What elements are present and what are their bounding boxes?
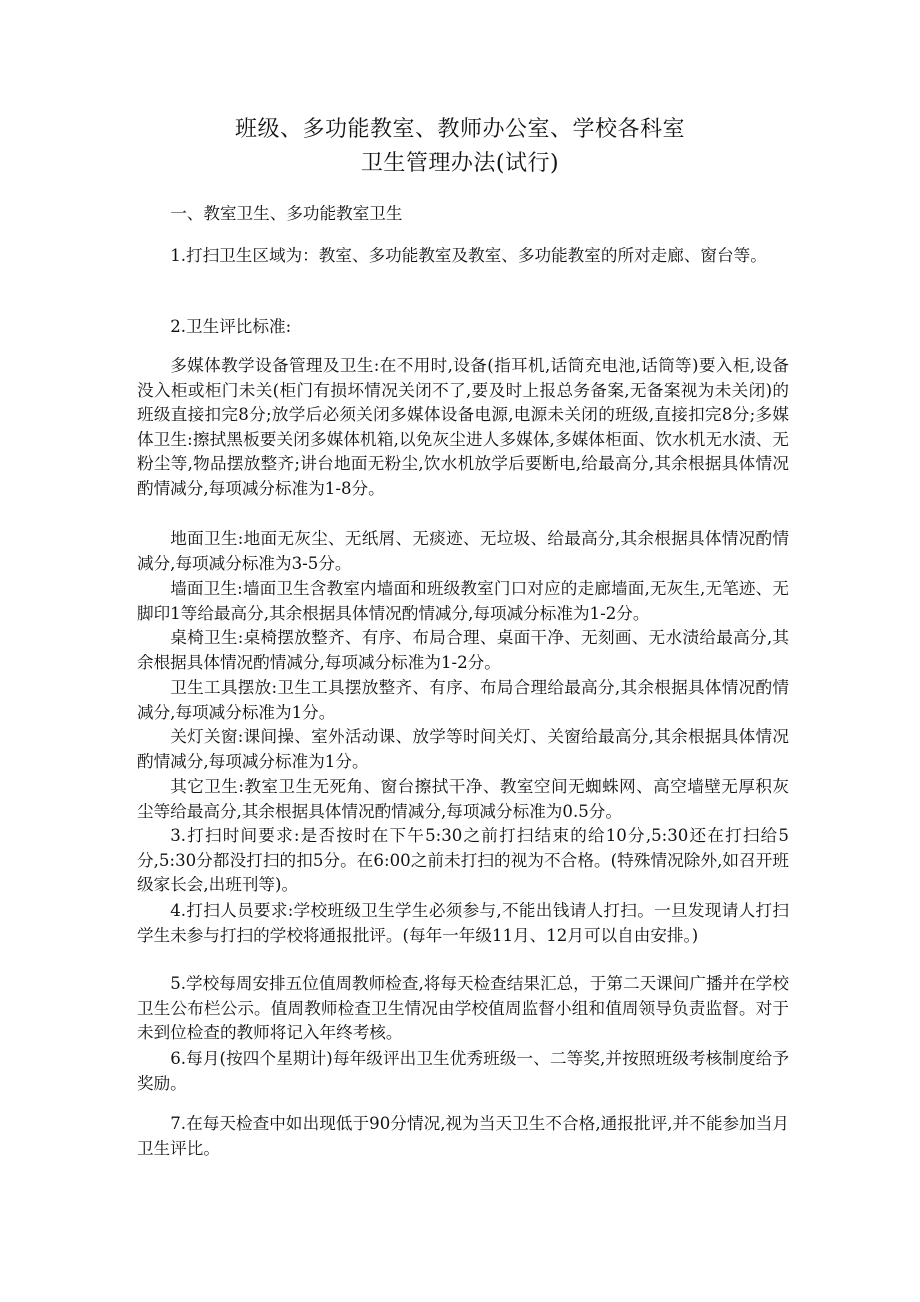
paragraph-time-requirement: 3.打扫时间要求:是否按时在下午5:30之前打扫结束的给10分,5:30还在打扫给5分,5:30分都没打扫的扣5分。在6:00之前未打扫的视为不合格。(特殊情况除外,如召开班级家长会,出班刊等)。 xyxy=(137,826,789,895)
paragraph-cleaning-area: 1.打扫卫生区域为：教室、多功能教室及教室、多功能教室的所对走廊、窗台等。 xyxy=(170,246,767,265)
paragraph-personnel: 4.打扫人员要求:学校班级卫生学生必须参与,不能出钱请人打扫。一旦发现请人打扫学生未参与打扫的学校将通报批评。(每年一年级11月、12月可以自由安排。) xyxy=(137,901,789,945)
paragraph-multimedia: 多媒体教学设备管理及卫生:在不用时,设备(指耳机,话筒充电池,话筒等)要入柜,设备没入柜或柜门未关(柜门有损坏情况关闭不了,要及时上报总务备案,无备案视为未关闭)的班级直接扣完8分;放学后必须关闭多媒体设备电源,电源未关闭的班级,直接扣完8分;多媒体卫生:擦拭黑板要关闭多媒体机箱,以免灰尘进人多媒体,多媒体柜面、饮水机无水渍、无粉尘等,物品摆放整齐;讲台地面无粉尘,饮水机放学后要断电,给最高分,其余根据具体情况酌情减分,每项减分标准为1-8分。 xyxy=(137,356,789,498)
paragraph-monthly-award: 6.每月(按四个星期计)每年级评出卫生优秀班级一、二等奖,并按照班级考核制度给予奖励。 xyxy=(137,1049,789,1093)
document-title-line2: 卫生管理办法(试行) xyxy=(360,151,560,176)
paragraph-tools: 卫生工具摆放:卫生工具摆放整齐、有序、布局合理给最高分,其余根据具体情况酌情减分,每项减分标准为1分。 xyxy=(137,678,789,722)
paragraph-floor: 地面卫生:地面无灰尘、无纸屑、无痰迹、无垃圾、给最高分,其余根据具体情况酌情减分,每项减分标准为3-5分。 xyxy=(137,529,789,573)
document-title-line1: 班级、多功能教室、教师办公室、学校各科室 xyxy=(234,117,685,142)
paragraph-wall: 墙面卫生:墙面卫生含教室内墙面和班级教室门口对应的走廊墙面,无灰生,无笔迹、无脚印1等给最高分,其余根据具体情况酌情减分,每项减分标准为1-2分。 xyxy=(137,579,789,623)
section1-heading: 一、教室卫生、多功能教室卫生 xyxy=(170,204,403,223)
paragraph-weekly-check: 5.学校每周安排五位值周教师检查,将每天检查结果汇总，于第二天课间广播并在学校卫生公布栏公示。值周教师检查卫生情况由学校值周监督小组和值周领导负责监督。对于未到位检查的教师将记入年终考核。 xyxy=(137,974,789,1043)
paragraph-desks: 桌椅卫生:桌椅摆放整齐、有序、布局合理、桌面干净、无刻画、无水渍给最高分,其余根据具体情况酌情减分,每项减分标准为1-2分。 xyxy=(137,628,789,672)
paragraph-standard-heading: 2.卫生评比标准: xyxy=(170,317,292,336)
paragraph-daily-fail: 7.在每天检查中如出现低于90分情况,视为当天卫生不合格,通报批评,并不能参加当月卫生评比。 xyxy=(137,1114,789,1158)
paragraph-other: 其它卫生:教室卫生无死角、窗台擦拭干净、教室空间无蜘蛛网、高空墙壁无厚积灰尘等给最高分,其余根据具体情况酌情减分,每项减分标准为0.5分。 xyxy=(137,777,789,821)
paragraph-lights-windows: 关灯关窗:课间操、室外活动课、放学等时间关灯、关窗给最高分,其余根据具体情况酌情减分,每项减分标准为1分。 xyxy=(137,727,789,771)
